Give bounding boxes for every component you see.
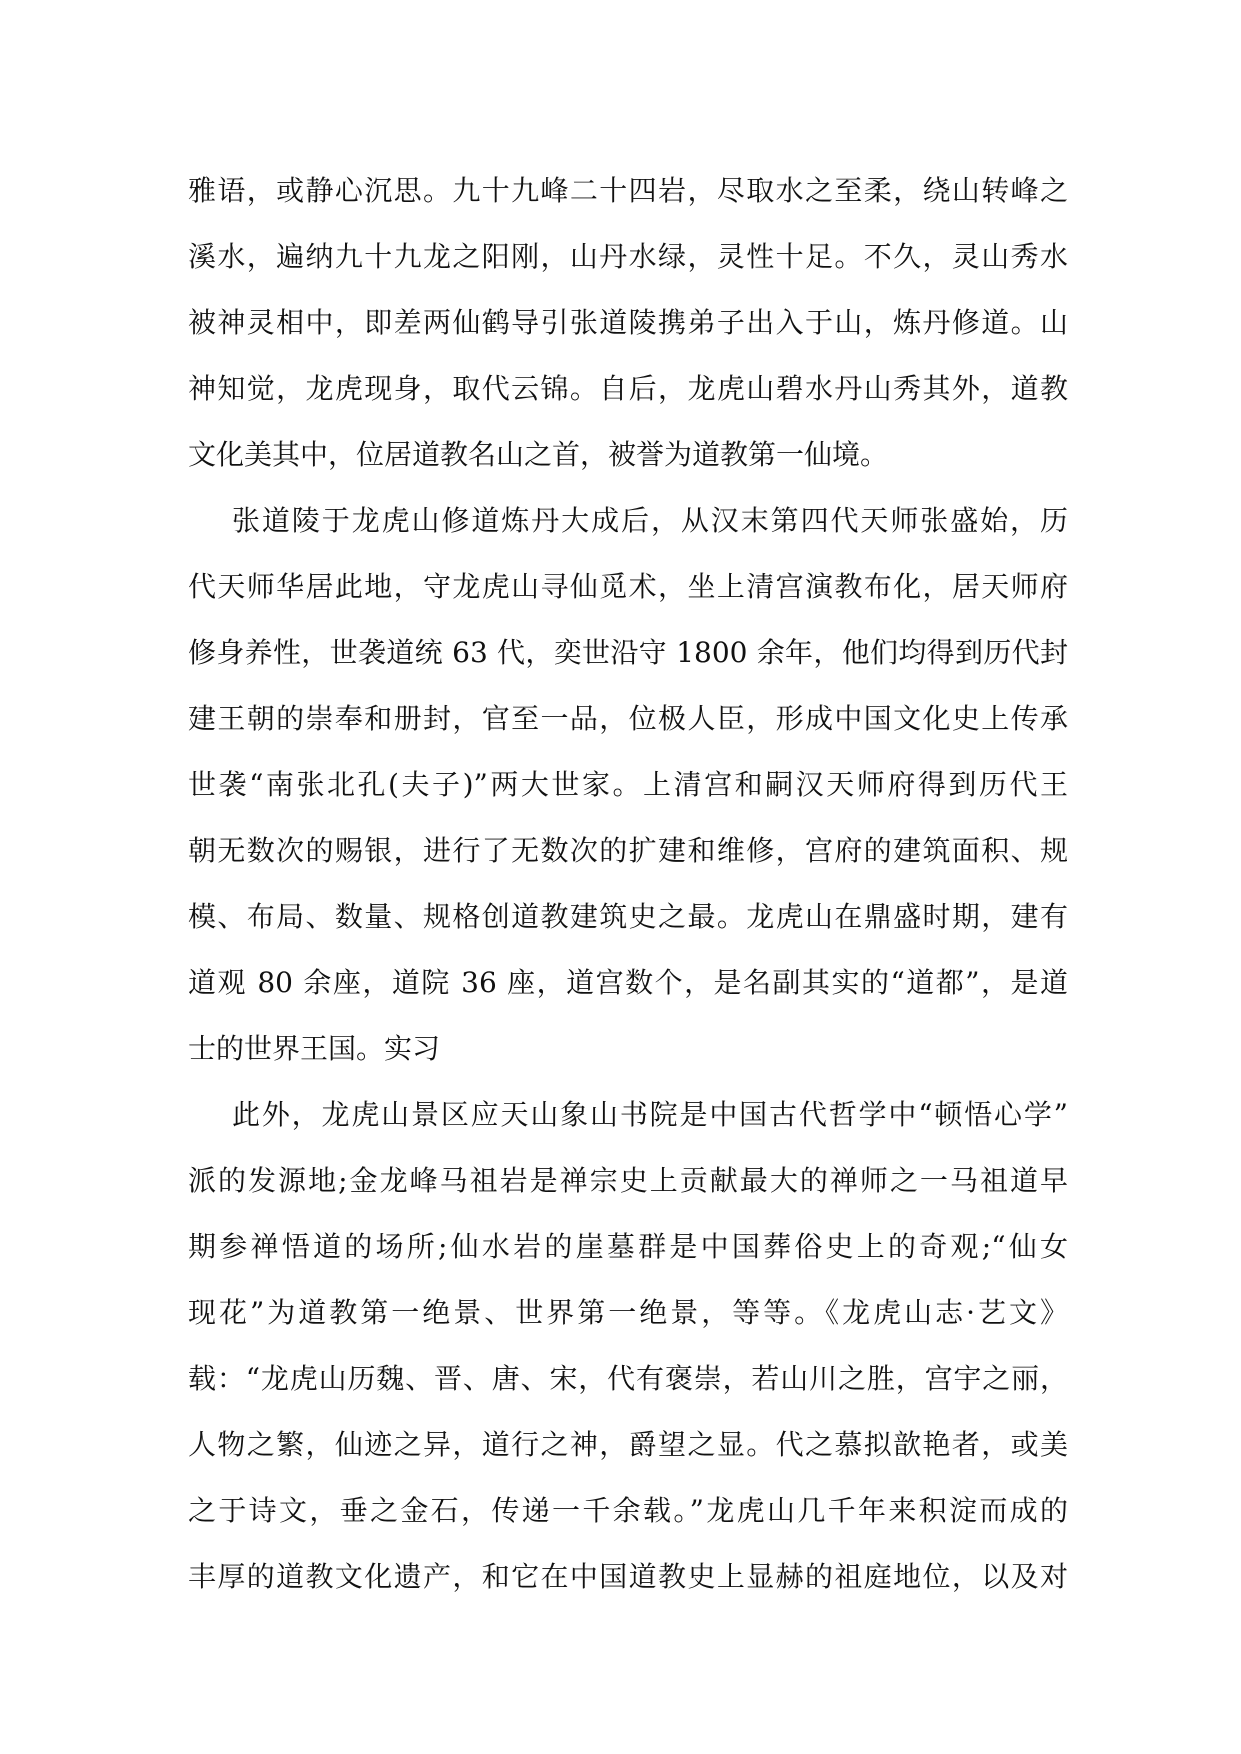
paragraph-2 [188, 488, 1068, 1082]
text-line: 神知觉，龙虎现身，取代云锦。自后，龙虎山碧水丹山秀其外，道教 [188, 372, 1068, 405]
text-line: 雅语，或静心沉思。九十九峰二十四岩，尽取水之至柔，绕山转峰之 [188, 174, 1068, 207]
text-line: 派的发源地;金龙峰马祖岩是禅宗史上贡献最大的禅师之一马祖道早 [188, 1164, 1068, 1197]
text-line: 被神灵相中，即差两仙鹤导引张道陵携弟子出入于山，炼丹修道。山 [188, 306, 1068, 339]
text-line: 载：“龙虎山历魏、晋、唐、宋，代有褒崇，若山川之胜，宫宇之丽， [188, 1362, 1068, 1395]
text-line: 之于诗文，垂之金石，传递一千余载。”龙虎山几千年来积淀而成的 [188, 1494, 1068, 1527]
text-line: 修身养性，世袭道统 63 代，奕世沿守 1800 余年，他们均得到历代封 [188, 636, 1068, 669]
text-line: 道观 80 余座，道院 36 座，道宫数个，是名副其实的“道都”，是道 [188, 966, 1068, 999]
text-line: 建王朝的崇奉和册封，官至一品，位极人臣，形成中国文化史上传承 [188, 702, 1068, 735]
paragraph-3 [188, 1082, 1068, 1610]
text-line: 现花”为道教第一绝景、世界第一绝景，等等。《龙虎山志·艺文》 [188, 1296, 1068, 1329]
paragraph-1 [188, 158, 1068, 488]
text-line: 代天师华居此地，守龙虎山寻仙觅术，坐上清宫演教布化，居天师府 [188, 570, 1068, 603]
text-line: 此外，龙虎山景区应天山象山书院是中国古代哲学中“顿悟心学” [232, 1098, 1068, 1131]
text-line: 溪水，遍纳九十九龙之阳刚，山丹水绿，灵性十足。不久，灵山秀水 [188, 240, 1068, 273]
text-line: 张道陵于龙虎山修道炼丹大成后，从汉末第四代天师张盛始，历 [232, 504, 1068, 537]
text-line: 世袭“南张北孔(夫子)”两大世家。上清宫和嗣汉天师府得到历代王 [188, 768, 1068, 801]
text-line: 丰厚的道教文化遗产，和它在中国道教史上显赫的祖庭地位，以及对 [188, 1560, 1068, 1593]
text-line: 士的世界王国。实习 [188, 1032, 441, 1065]
text-line: 模、布局、数量、规格创道教建筑史之最。龙虎山在鼎盛时期，建有 [188, 900, 1068, 933]
text-line: 朝无数次的赐银，进行了无数次的扩建和维修，宫府的建筑面积、规 [188, 834, 1068, 867]
text-line: 文化美其中，位居道教名山之首，被誉为道教第一仙境。 [188, 438, 889, 471]
text-line: 人物之繁，仙迹之异，道行之神，爵望之显。代之慕拟歆艳者，或美 [188, 1428, 1068, 1461]
body-text [188, 158, 1068, 1610]
text-line: 期参禅悟道的场所;仙水岩的崖墓群是中国葬俗史上的奇观;“仙女 [188, 1230, 1068, 1263]
